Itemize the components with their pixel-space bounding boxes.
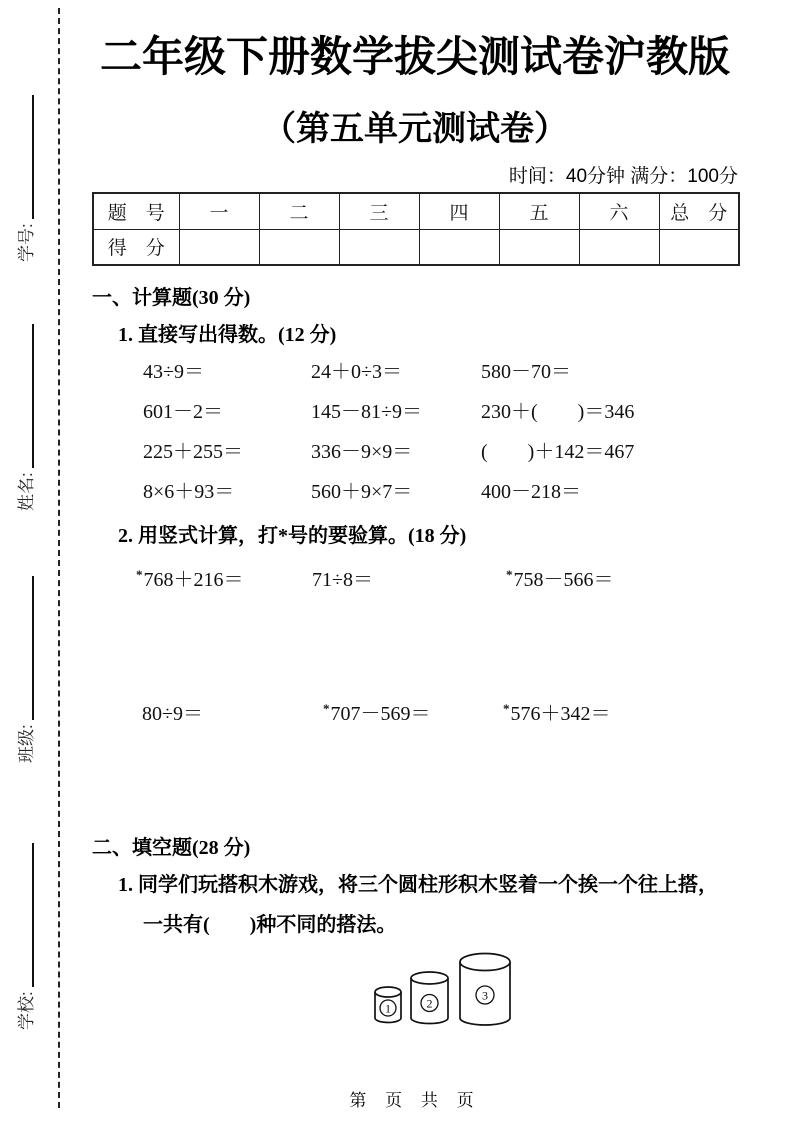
check-star-mark: * [323, 701, 330, 716]
score-cell-empty [659, 229, 739, 265]
class-label: 班级: [17, 724, 36, 763]
score-table-score-row [93, 229, 739, 265]
math-problem: 225＋255＝ [143, 441, 243, 463]
score-col-3: 三 [339, 193, 419, 229]
math-problem: 601－2＝ [143, 401, 223, 423]
paper-content [90, 0, 740, 1122]
class-field [14, 563, 40, 763]
math-expression: 758－566＝ [513, 569, 614, 591]
fill-question-1-line-2: 一共有( )种不同的搭法。 [143, 914, 397, 936]
vertical-calc-label: 2. 用竖式计算，打*号的要验算。(18 分) [118, 525, 467, 547]
vertical-problems-row-1 [136, 562, 726, 593]
school-blank-line [16, 843, 34, 987]
score-col-5: 五 [499, 193, 579, 229]
score-col-2: 二 [259, 193, 339, 229]
math-expression: 707－569＝ [330, 703, 431, 725]
cylinder-2-label: 2 [426, 996, 433, 1011]
math-problem [311, 562, 506, 593]
math-problem: 400－218＝ [481, 481, 581, 503]
score-cell-empty [419, 229, 499, 265]
cylinder-2 [411, 972, 448, 1024]
cylinder-3 [460, 954, 510, 1026]
math-expression: 80÷9＝ [142, 703, 203, 725]
page-title: 二年级下册数学拔尖测试卷沪教版 [99, 33, 730, 80]
score-col-6: 六 [579, 193, 659, 229]
score-col-1: 一 [179, 193, 259, 229]
score-col-header: 题 号 [93, 193, 179, 229]
school-field [14, 830, 40, 1030]
math-expression: 71÷8＝ [312, 569, 373, 591]
math-problem: ( )＋142＝467 [481, 441, 635, 463]
score-cell-empty [579, 229, 659, 265]
check-star-mark: * [506, 567, 513, 582]
score-col-4: 四 [419, 193, 499, 229]
page-footer: 第 页 共 页 [349, 1091, 481, 1110]
math-problem-starred [323, 696, 503, 727]
math-problem: 24＋0÷3＝ [311, 361, 402, 383]
math-problem: 336－9×9＝ [311, 441, 413, 463]
math-problem-starred [503, 696, 726, 727]
student-id-blank-line [16, 95, 34, 219]
score-cell-empty [339, 229, 419, 265]
cylinder-blocks-illustration [368, 948, 518, 1032]
score-row-label: 得 分 [93, 229, 179, 265]
check-star-mark: * [136, 567, 143, 582]
math-problem: 145－81÷9＝ [311, 401, 422, 423]
math-problem: 580－70＝ [481, 361, 571, 383]
score-cell-empty [499, 229, 579, 265]
section-calc-heading: 一、计算题(30 分) [92, 287, 251, 309]
exam-meta: 时间：40分钟 满分：100分 [508, 166, 738, 187]
math-expression: 576＋342＝ [510, 703, 611, 725]
check-star-mark: * [503, 701, 510, 716]
math-problem: 560＋9×7＝ [311, 481, 413, 503]
math-expression: 768＋216＝ [143, 569, 244, 591]
math-problem-starred [506, 562, 726, 593]
section-fill-heading: 二、填空题(28 分) [92, 837, 251, 859]
score-col-total: 总 分 [659, 193, 739, 229]
vertical-problems-row-2 [141, 696, 726, 727]
math-problem: 43÷9＝ [143, 361, 204, 383]
seal-dashed-divider [58, 8, 60, 1108]
score-cell-empty [179, 229, 259, 265]
score-table [92, 192, 740, 266]
student-id-label: 学号: [17, 223, 36, 262]
school-label: 学校: [17, 991, 36, 1030]
math-problem: 230＋( )＝346 [481, 401, 635, 423]
cylinder-1-label: 1 [385, 1001, 391, 1016]
score-cell-empty [259, 229, 339, 265]
direct-calc-label: 1. 直接写出得数。(12 分) [118, 324, 337, 346]
cylinder-3-label: 3 [482, 988, 488, 1003]
math-problem-starred [136, 562, 311, 593]
student-name-label: 姓名: [17, 472, 36, 511]
student-id-field [14, 82, 40, 262]
class-blank-line [16, 576, 34, 720]
student-name-blank-line [16, 324, 34, 468]
math-problem [141, 696, 323, 727]
student-name-field [14, 311, 40, 511]
page-subtitle: （第五单元测试卷） [262, 110, 568, 148]
score-table-header-row [93, 193, 739, 229]
direct-problems-grid [143, 352, 723, 512]
fill-question-1-line-1: 1. 同学们玩搭积木游戏，将三个圆柱形积木竖着一个挨一个往上搭， [118, 874, 718, 896]
cylinder-1 [375, 987, 401, 1023]
math-problem: 8×6＋93＝ [143, 481, 235, 503]
